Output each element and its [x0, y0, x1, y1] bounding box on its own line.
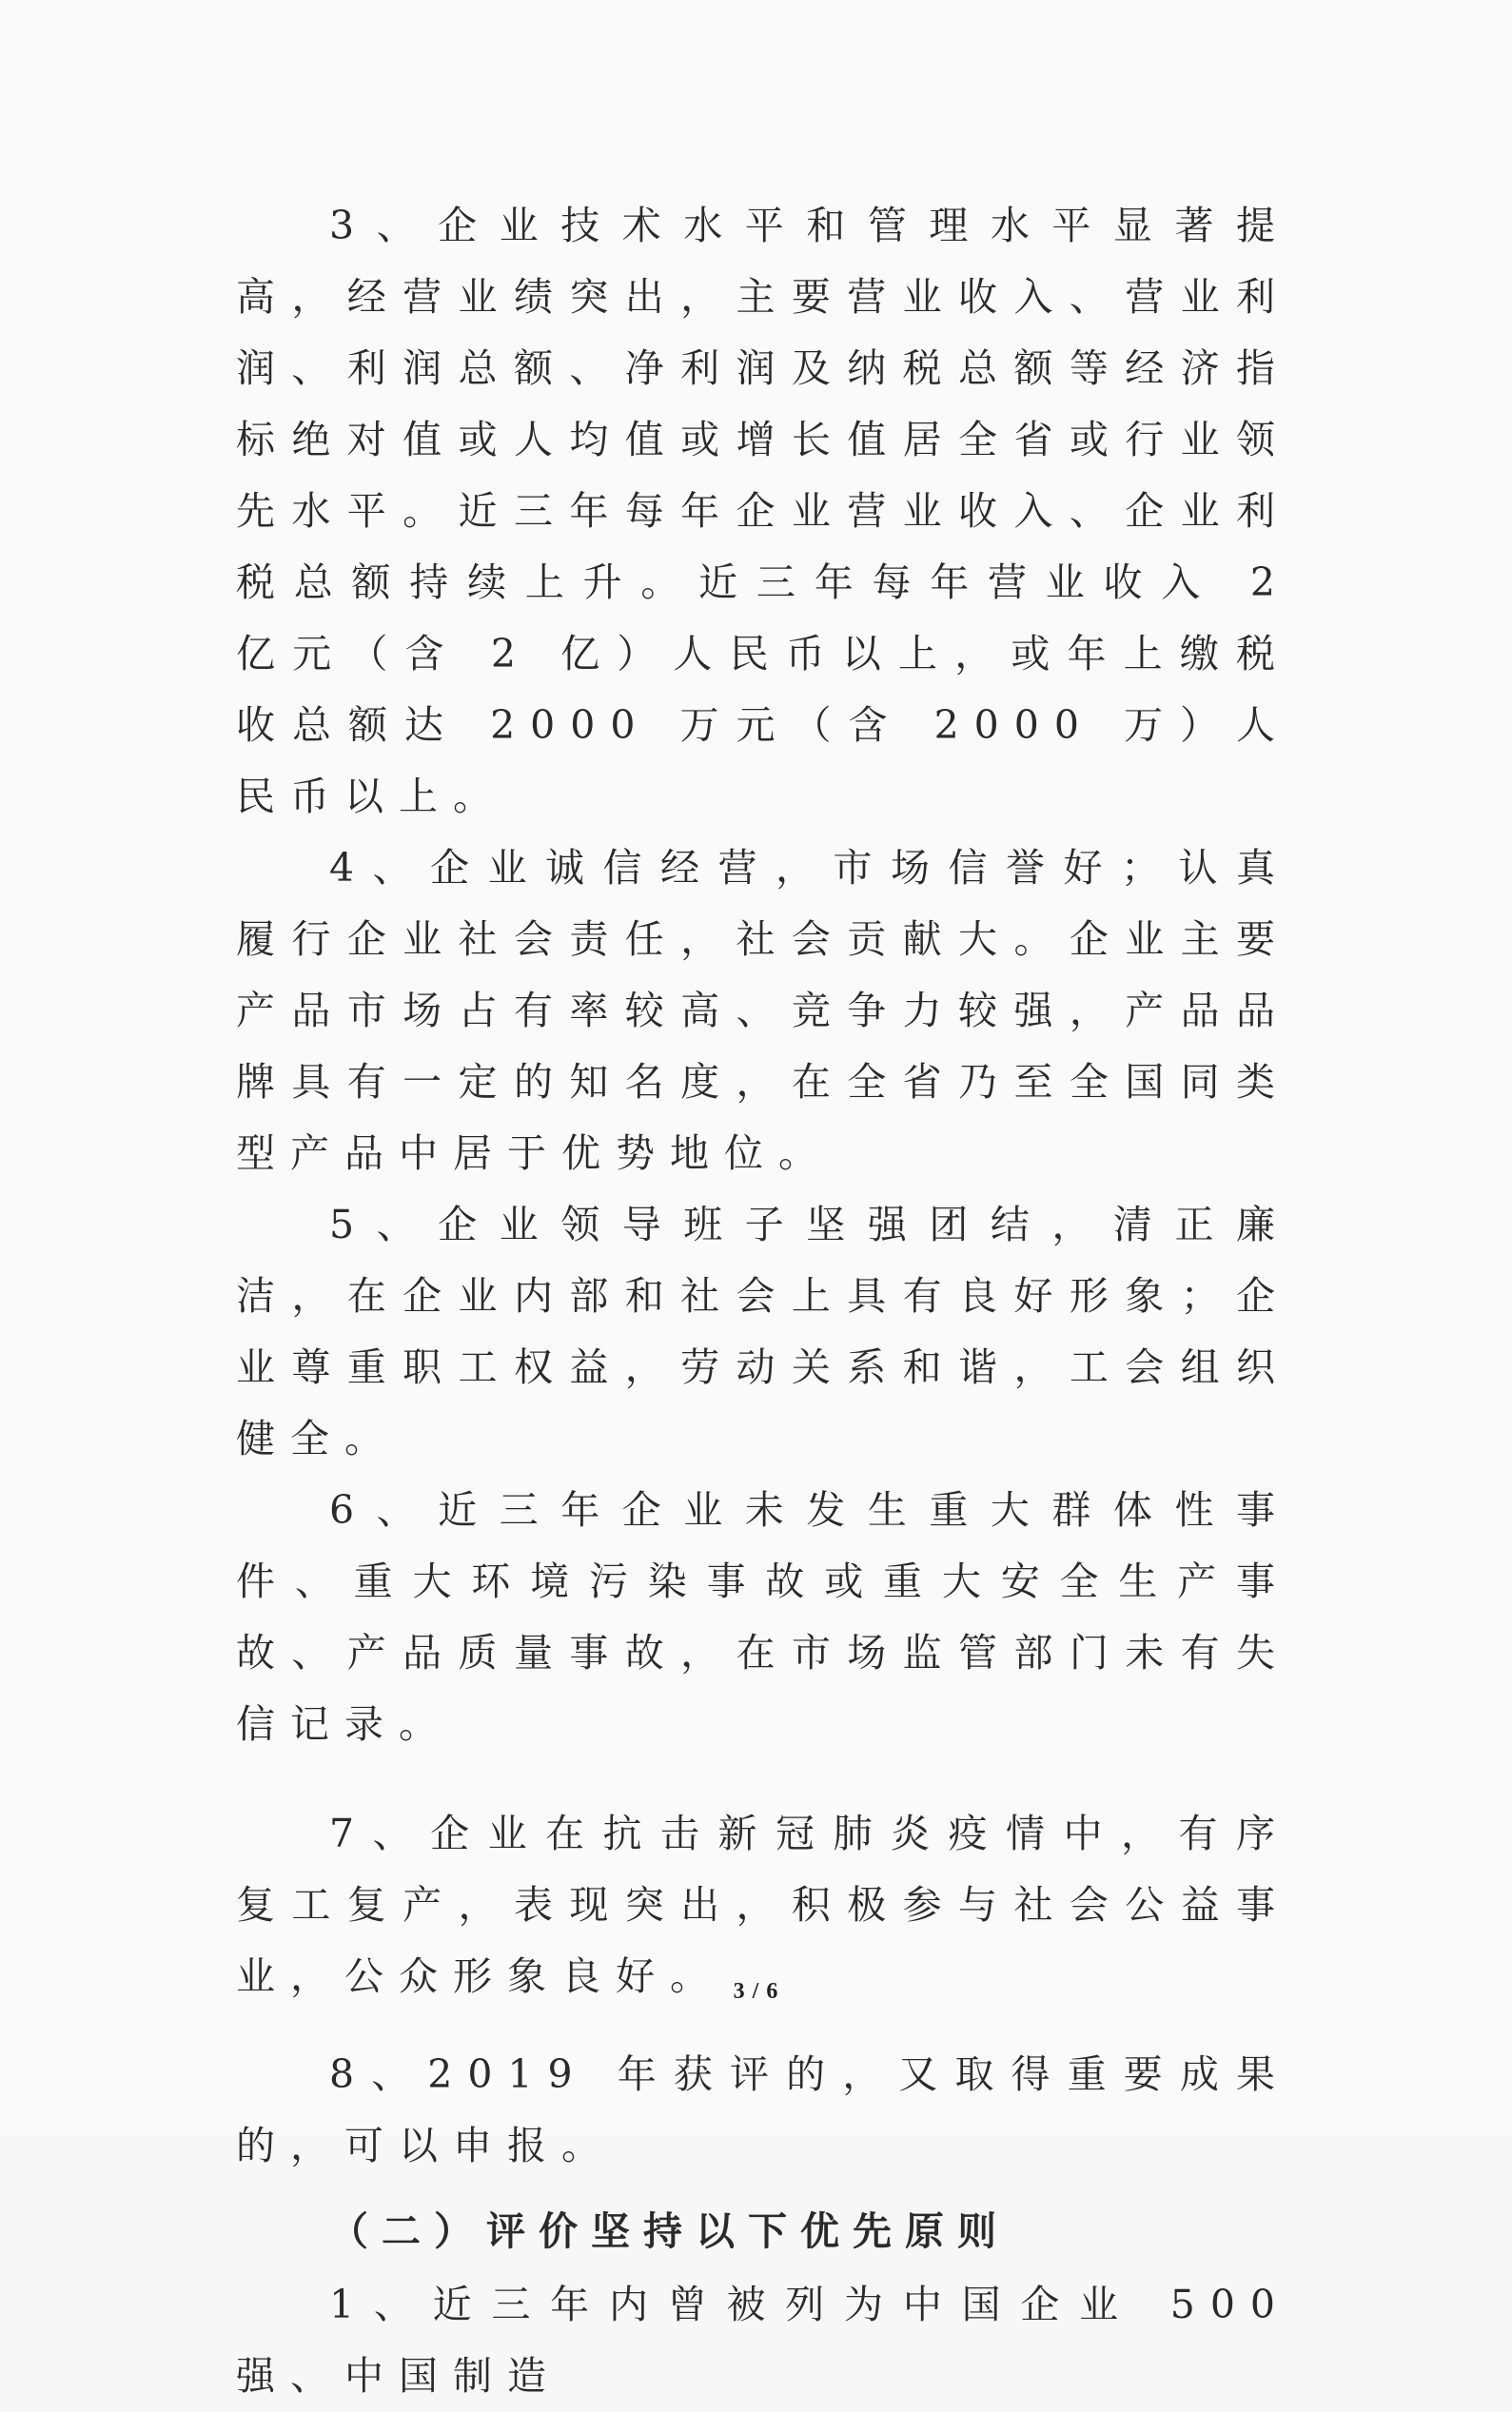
page-number: 3 / 6 — [733, 1979, 779, 2004]
paragraph-priority-1: 1、近三年内曾被列为中国企业 500 强、中国制造 — [236, 2282, 1290, 2399]
paragraph-criterion-7: 7、企业在抗击新冠肺炎疫情中，有序复工复产，表现突出，积极参与社会公益事业，公众形象良好。 — [236, 1811, 1290, 1999]
document-body — [236, 190, 1290, 2412]
paragraph-criterion-6: 6、近三年企业未发生重大群体性事件、重大环境污染事故或重大安全生产事故、产品质量事故，在市场监管部门未有失信记录。 — [236, 1487, 1290, 1747]
paragraph-criterion-5: 5、企业领导班子坚强团结，清正廉洁，在企业内部和社会上具有良好形象；企业尊重职工权益，劳动关系和谐，工会组织健全。 — [236, 1202, 1290, 1461]
paragraph-criterion-4: 4、企业诚信经营，市场信誉好；认真履行企业社会责任，社会贡献大。企业主要产品市场占有率较高、竞争力较强，产品品牌具有一定的知名度，在全省乃至全国同类型产品中居于优势地位。 — [236, 845, 1290, 1176]
section-heading: （二）评价坚持以下优先原则 — [329, 2208, 1010, 2254]
paragraph-criterion-3: 3、企业技术水平和管理水平显著提高，经营业绩突出，主要营业收入、营业利润、利润总额、净利润及纳税总额等经济指标绝对值或人均值或增长值居全省或行业领先水平。近三年每年企业营业收入、企业利税总额持续上升。近三年每年营业收入 2 亿元（含 2 亿）人民币以上，或年上缴税收总额达 2000 万元（含 2000 万）人民币以上。 — [236, 203, 1290, 819]
paragraph-criterion-8: 8、2019 年获评的，又取得重要成果的，可以申报。 — [236, 2051, 1290, 2168]
